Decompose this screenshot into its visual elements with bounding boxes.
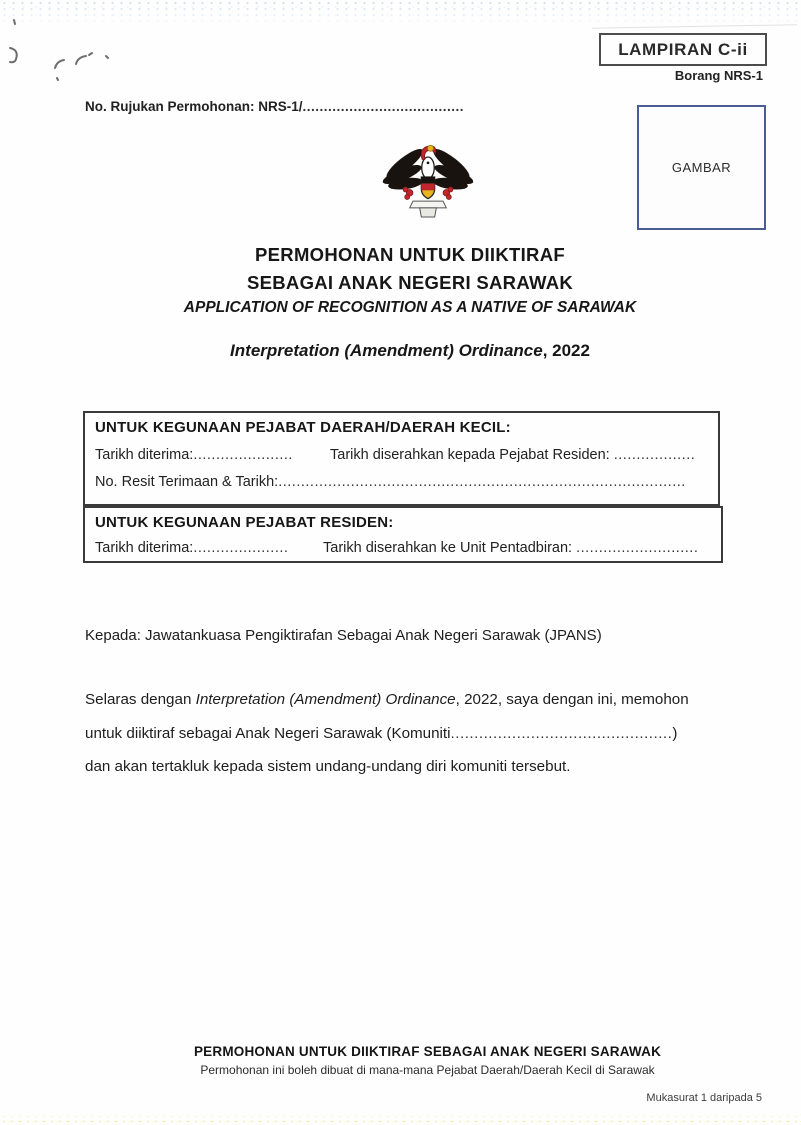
ordinance-title-italic: Interpretation (Amendment) Ordinance	[230, 341, 543, 360]
body-line-1-pre: Selaras dengan	[85, 691, 196, 708]
date-forwarded-admin-dotted-field: ...........................	[576, 540, 699, 556]
sarawak-state-crest-icon	[378, 134, 478, 230]
resident-office-row-1	[95, 540, 711, 556]
body-line-3: dan akan tertakluk kepada sistem undang-undang diri komuniti tersebut.	[85, 758, 571, 775]
ordinance-title-year: , 2022	[542, 341, 590, 360]
lampiran-label: LAMPIRAN C-ii	[618, 39, 748, 59]
district-office-row-1	[95, 447, 708, 463]
date-forwarded-resident-field	[330, 447, 695, 463]
reference-number-line	[85, 99, 464, 114]
resident-office-heading: UNTUK KEGUNAAN PEJABAT RESIDEN:	[95, 514, 394, 531]
form-title-english: APPLICATION OF RECOGNITION AS A NATIVE OF SARAWAK	[183, 299, 637, 316]
footer-block	[54, 1044, 801, 1077]
footer-subtitle: Permohonan ini boleh dibuat di mana-mana Pejabat Daerah/Daerah Kecil di Sarawak	[200, 1063, 655, 1077]
date-received-field	[95, 447, 330, 463]
body-line-1	[85, 691, 735, 708]
pen-marks-artifact	[0, 10, 140, 100]
date-forwarded-admin-label: Tarikh diserahkan ke Unit Pentadbiran:	[323, 540, 577, 556]
reference-label: No. Rujukan Permohonan: NRS-1/	[85, 99, 303, 114]
district-office-row-2	[95, 474, 708, 490]
date-forwarded-resident-label: Tarikh diserahkan kepada Pejabat Residen:	[330, 447, 614, 463]
body-line-1-ordinance: Interpretation (Amendment) Ordinance	[195, 691, 456, 708]
lampiran-label-box	[599, 33, 767, 66]
body-line-2-pre: untuk diiktiraf sebagai Anak Negeri Sarawak (Komuniti	[85, 724, 451, 742]
footer-title: PERMOHONAN UNTUK DIIKTIRAF SEBAGAI ANAK NEGERI SARAWAK	[193, 1044, 662, 1059]
photo-box-label: GAMBAR	[671, 160, 732, 175]
receipt-number-dotted-field: ..........................................................................................	[278, 474, 686, 490]
form-title-line-1: PERMOHONAN UNTUK DIIKTIRAF	[255, 244, 565, 265]
receipt-number-label: No. Resit Terimaan & Tarikh:	[95, 474, 279, 490]
body-line-2-post: )	[672, 724, 678, 742]
date-forwarded-resident-dotted-field: ..................	[613, 447, 696, 463]
form-title-line-2: SEBAGAI ANAK NEGERI SARAWAK	[246, 272, 574, 293]
reference-dotted-field: ......................................	[302, 99, 465, 114]
district-office-heading: UNTUK KEGUNAAN PEJABAT DAERAH/DAERAH KECIL:	[95, 419, 511, 436]
date-forwarded-admin-field	[323, 540, 698, 556]
community-dotted-field: ...............................................	[450, 724, 673, 742]
date-received-dotted-field: ......................	[193, 447, 293, 463]
resident-date-received-label: Tarikh diterima:	[95, 540, 194, 556]
body-line-2	[85, 725, 735, 742]
bottom-scan-artifact	[0, 1109, 801, 1125]
body-paragraph	[85, 691, 735, 792]
body-line-1-post: , 2022, saya dengan ini, memohon	[455, 691, 689, 708]
addressee-line: Kepada: Jawatankuasa Pengiktirafan Sebagai Anak Negeri Sarawak (JPANS)	[85, 627, 602, 644]
date-received-label: Tarikh diterima:	[95, 447, 194, 463]
resident-date-received-field	[95, 540, 323, 556]
resident-date-received-dotted-field: .....................	[193, 540, 289, 556]
borang-label: Borang NRS-1	[674, 68, 763, 83]
district-office-box	[83, 411, 720, 506]
resident-office-box	[83, 506, 723, 563]
title-block	[20, 244, 800, 361]
page-number: Mukasurat 1 daripada 5	[646, 1092, 762, 1104]
ordinance-title	[20, 341, 800, 361]
photo-box	[637, 105, 766, 230]
